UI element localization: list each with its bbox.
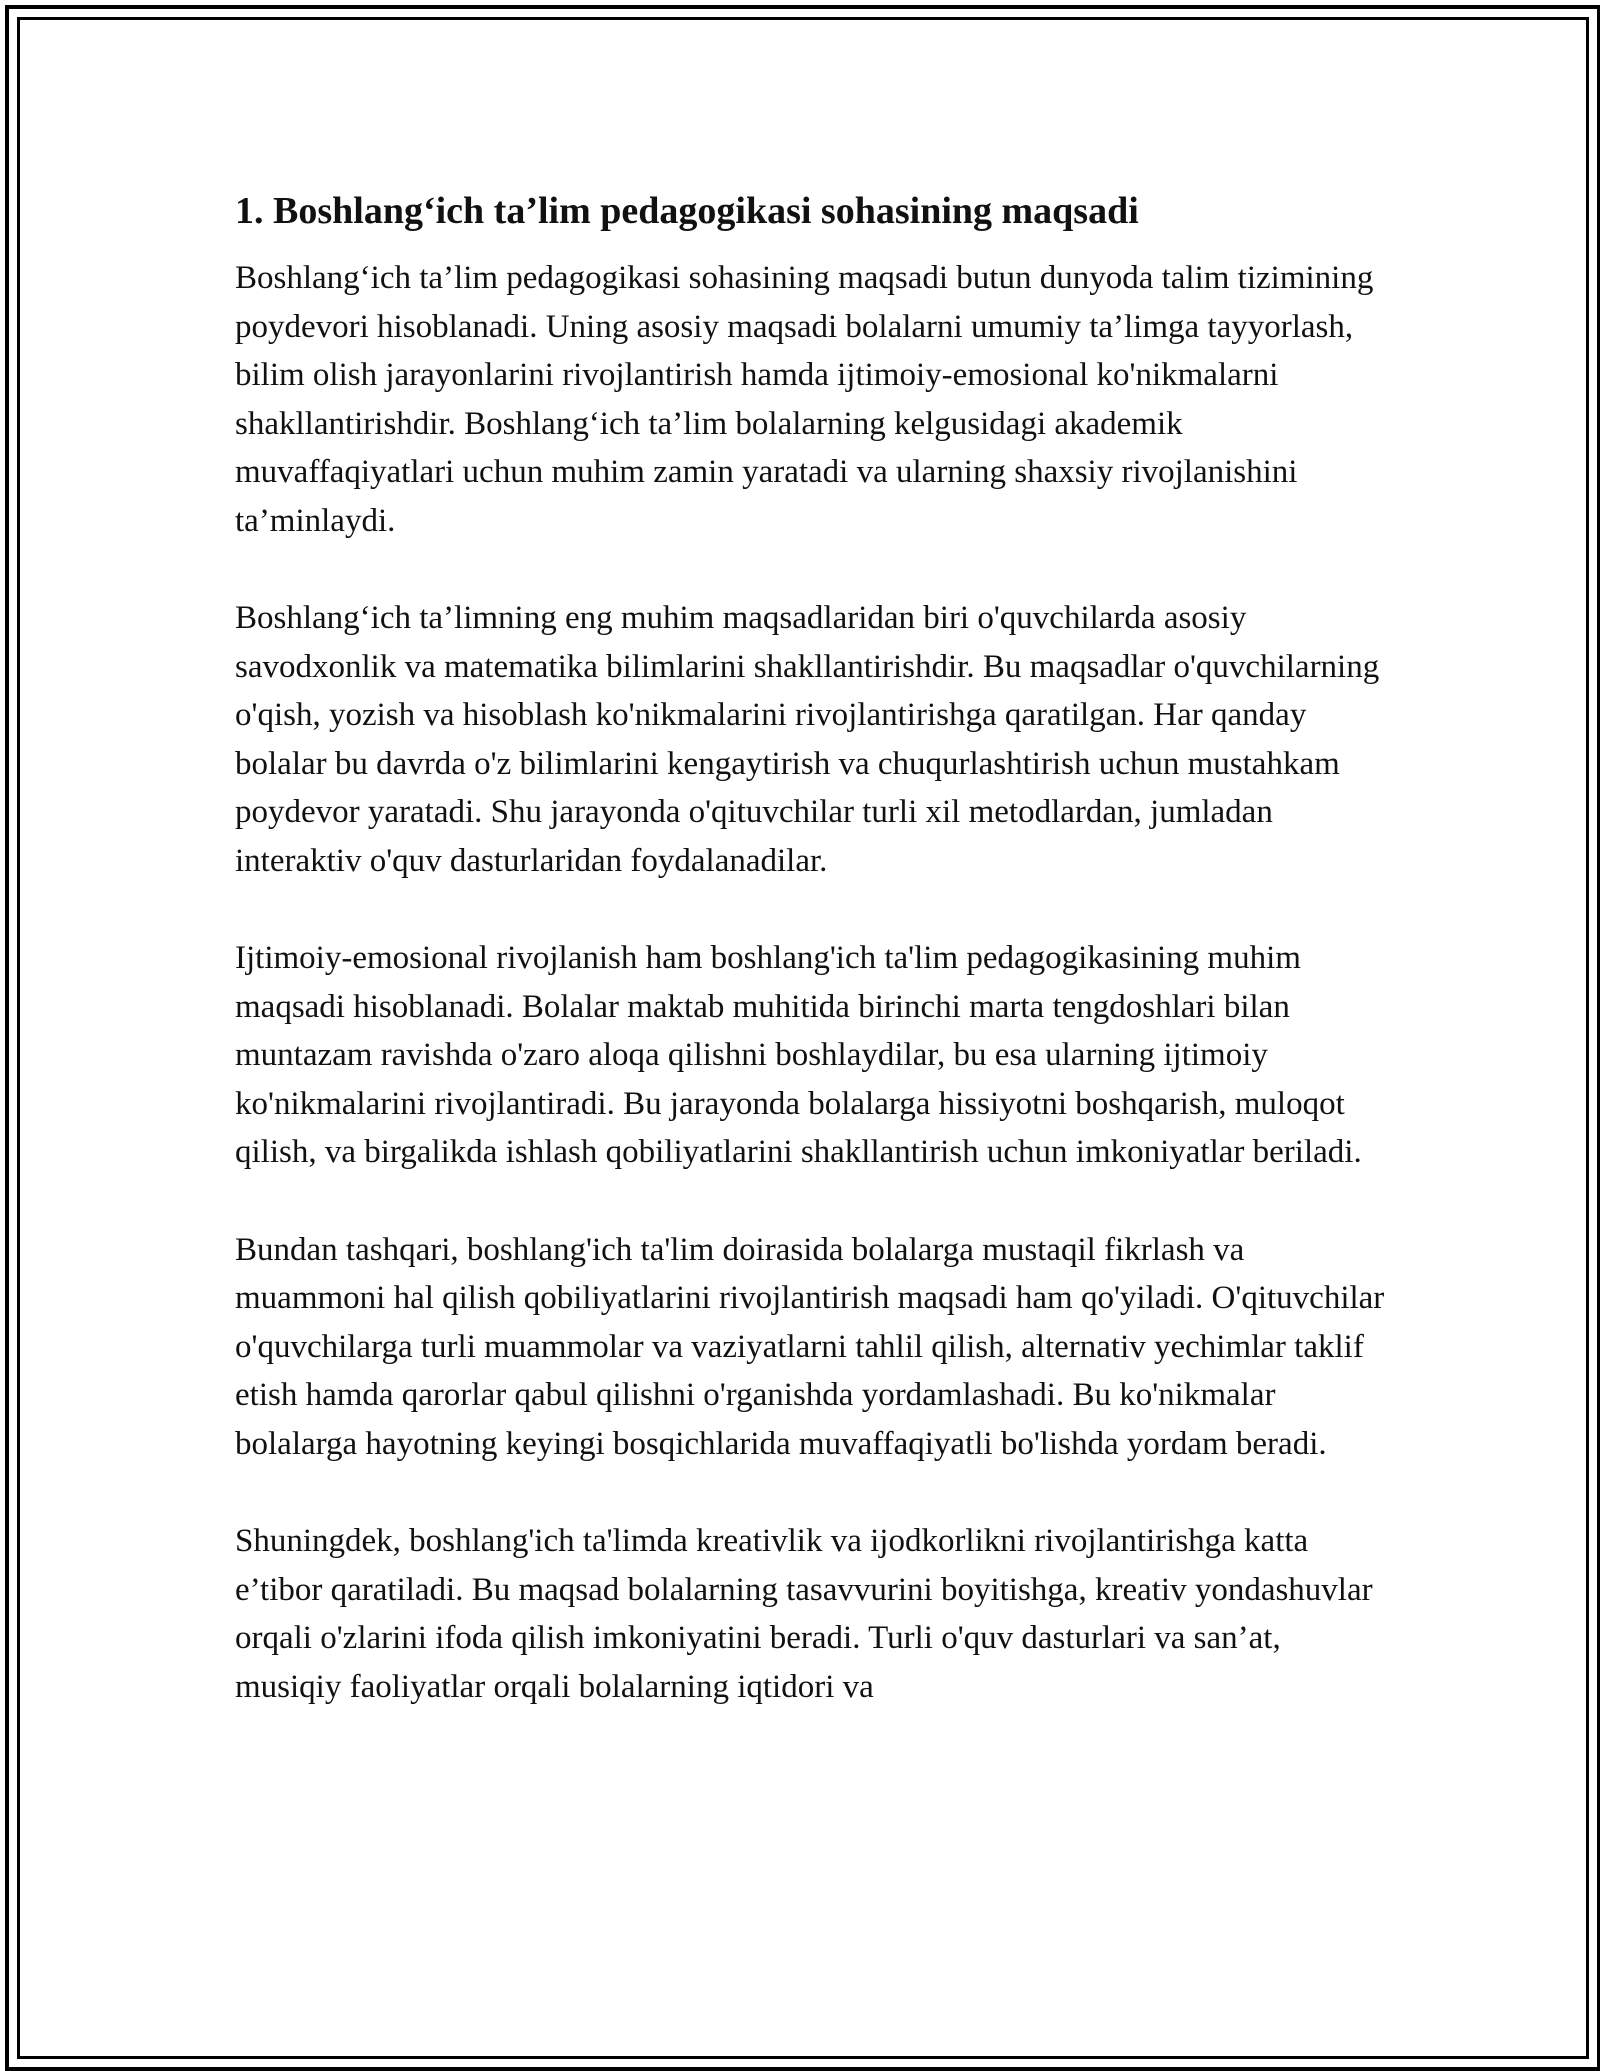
section-heading: 1. Boshlang‘ich ta’lim pedagogikasi sohasining maqsadi xyxy=(235,190,1139,232)
document-body xyxy=(235,186,1385,1760)
paragraph-3: Ijtimoiy-emosional rivojlanish ham boshlang'ich ta'lim pedagogikasining muhim maqsadi hisoblanadi. Bolalar maktab muhitida birinchi marta tengdoshlari bilan muntazam ravishda o'zaro aloqa qilishni boshlaydilar, bu esa ularning ijtimoiy ko'nikmalarini rivojlantiradi. Bu jarayonda bolalarga hissiyotni boshqarish, muloqot qilish, va birgalikda ishlash qobiliyatlarini shakllantirish uchun imkoniyatlar beriladi. xyxy=(235,940,1362,1170)
paragraph-1: Boshlang‘ich ta’lim pedagogikasi sohasining maqsadi butun dunyoda talim tizimining poydevori hisoblanadi. Uning asosiy maqsadi bolalarni umumiy ta’limga tayyorlash, bilim olish jarayonlarini rivojlantirish hamda ijtimoiy-emosional ko'nikmalarni shakllantirishdir. Boshlang‘ich ta’lim bolalarning kelgusidagi akademik muvaffaqiyatlari uchun muhim zamin yaratadi va ularning shaxsiy rivojlanishini ta’minlaydi. xyxy=(235,260,1374,539)
paragraph-2: Boshlang‘ich ta’limning eng muhim maqsadlaridan biri o'quvchilarda asosiy savodxonlik va matematika bilimlarini shakllantirishdir. Bu maqsadlar o'quvchilarning o'qish, yozish va hisoblash ko'nikmalarini rivojlantirishga qaratilgan. Har qanday bolalar bu davrda o'z bilimlarini kengaytirish va chuqurlashtirish uchun mustahkam poydevor yaratadi. Shu jarayonda o'qituvchilar turli xil metodlardan, jumladan interaktiv o'quv dasturlaridan foydalanadilar. xyxy=(235,600,1380,879)
paragraph-5: Shuningdek, boshlang'ich ta'limda kreativlik va ijodkorlikni rivojlantirishga katta e’tibor qaratiladi. Bu maqsad bolalarning tasavvurini boyitishga, kreativ yondashuvlar orqali o'zlarini ifoda qilish imkoniyatini beradi. Turli o'quv dasturlari va san’at, musiqiy faoliyatlar orqali bolalarning iqtidori va xyxy=(235,1523,1373,1705)
paragraph-4: Bundan tashqari, boshlang'ich ta'lim doirasida bolalarga mustaqil fikrlash va muammoni hal qilish qobiliyatlarini rivojlantirish maqsadi ham qo'yiladi. O'qituvchilar o'quvchilarga turli muammolar va vaziyatlarni tahlil qilish, alternativ yechimlar taklif etish hamda qarorlar qabul qilishni o'rganishda yordamlashadi. Bu ko'nikmalar bolalarga hayotning keyingi bosqichlarida muvaffaqiyatli bo'lishda yordam beradi. xyxy=(235,1231,1385,1462)
